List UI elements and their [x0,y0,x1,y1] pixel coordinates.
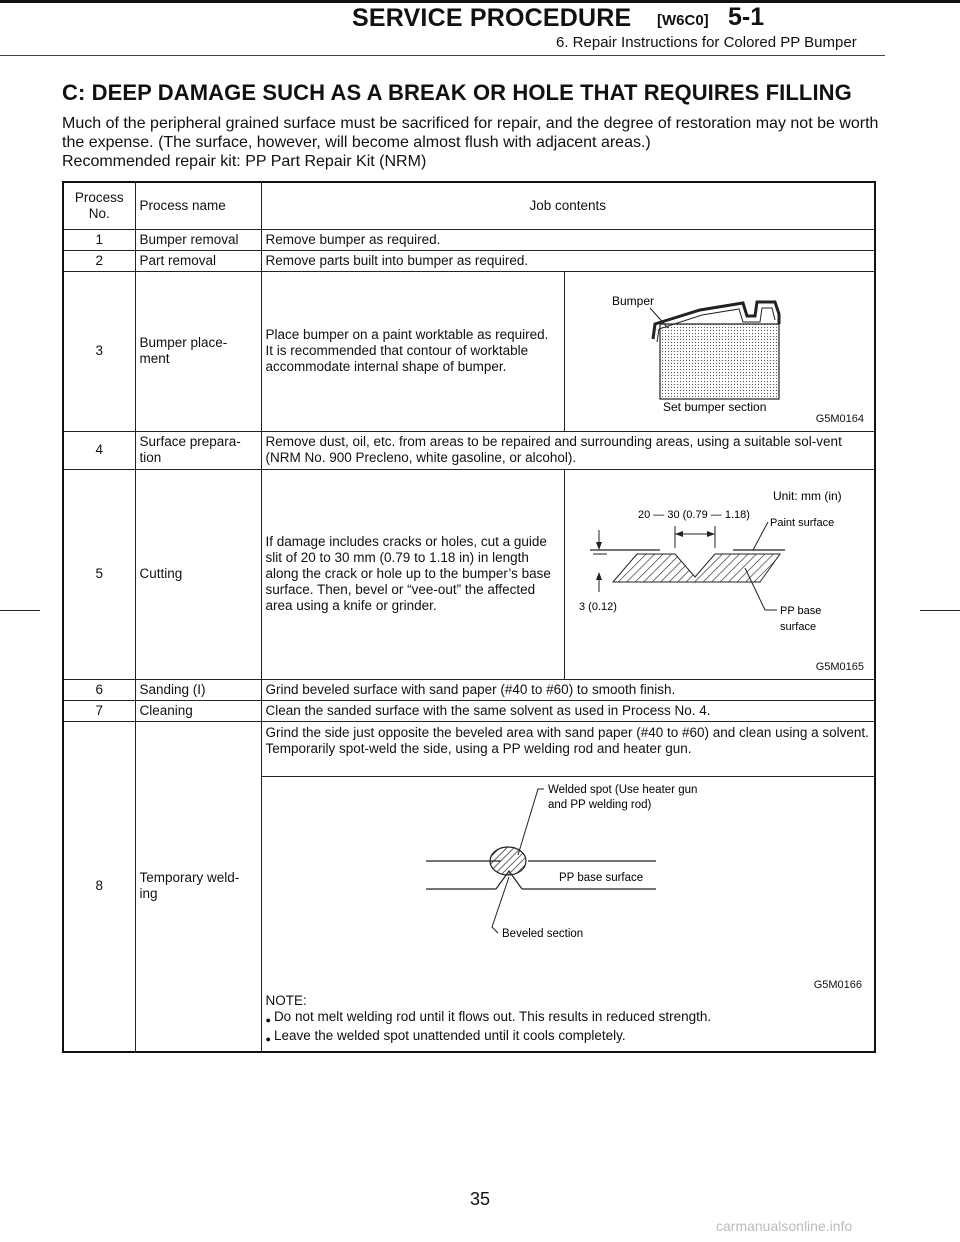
bumper-leader [650,308,668,328]
unit-label: Unit: mm (in) [773,489,842,503]
page-header-subtitle: 6. Repair Instructions for Colored PP Bumper [556,34,857,51]
watermark: carmanualsonline.info [716,1218,853,1234]
process-name: Cutting [135,469,261,679]
pp-base-surface-label: PP base surface [558,871,643,884]
paint-surface-leader [753,522,768,550]
table-row [63,679,875,700]
process-no: 6 [63,679,135,700]
note-text: Do not melt welding rod until it flows out. This results in reduced strength. [273,1008,712,1024]
process-no: 5 [63,469,135,679]
job-contents: Place bumper on a paint worktable as required. It is recommended that contour of worktable accommodate internal shape of bumper. [261,271,565,431]
depth-arrowhead-top [596,542,602,550]
margin-mark-left [0,610,40,611]
table-row [63,721,875,776]
job-contents: Clean the sanded surface with the same solvent as used in Process No. 4. [261,700,875,721]
job-text-grind: Grind the side just opposite the beveled area with sand paper (#40 to #60) and clean using a solvent. [265,724,869,740]
welded-spot-label-1: Welded spot (Use heater gun [547,783,697,796]
page-number: 35 [470,1189,491,1209]
welded-spot-label-2: and PP welding rod) [547,798,651,811]
depth-arrowhead-bottom [596,572,602,580]
note-text: Leave the welded spot unattended until it cools completely. [273,1027,626,1043]
hatched-base-section [613,554,780,582]
job-contents: Remove bumper as required. [261,229,875,250]
figure-cell [565,271,876,431]
page-header-title: SERVICE PROCEDURE [352,4,632,32]
job-contents: If damage includes cracks or holes, cut a guide slit of 20 to 30 mm (0.79 to 1.18 in) in length along the crack or hole up to the bumper’s base surface. Then, bevel or “vee-out” the affected area using a knife or grinder. [261,469,565,679]
dim-arrowhead-right [707,531,715,537]
note-title: NOTE: [265,992,307,1008]
intro-repair-kit: Recommended repair kit: PP Part Repair Kit (NRM) [62,153,427,170]
beveled-section-label: Beveled section [501,927,583,940]
job-contents: Remove dust, oil, etc. from areas to be repaired and surrounding areas, using a suitable sol-vent (NRM No. 900 Precleno, white gasoline, or alcohol). [261,431,875,469]
slit-width-label: 20 — 30 (0.79 — 1.18) [638,509,750,521]
process-no: 1 [63,229,135,250]
page-header-code: [W6C0] [657,12,709,29]
table-row [63,469,875,679]
header-process-name: Process name [135,182,261,229]
table-header-row [63,182,875,229]
figure-code: G5M0164 [815,412,864,425]
section-intro [62,114,882,171]
table-row [63,229,875,250]
bullet-icon: ● [265,1014,271,1025]
process-name: Temporary weld-ing [135,721,261,1052]
weld-figure-cell [261,776,875,1052]
welded-spot [490,847,526,875]
job-contents: Grind beveled surface with sand paper (#40 to #60) to smooth finish. [261,679,875,700]
margin-mark-right [920,610,960,611]
process-name: Part removal [135,250,261,271]
job-text-spot-weld: Temporarily spot-weld the side, using a PP welding rod and heater gun. [265,740,692,756]
pp-base-label-1: PP base [780,605,822,617]
process-name: Surface prepara-tion [135,431,261,469]
dim-arrowhead-left [675,531,683,537]
table-row [63,700,875,721]
process-name: Bumper removal [135,229,261,250]
figure-cell [565,469,876,679]
table-row [63,250,875,271]
note-item [266,1028,871,1047]
job-contents: Remove parts built into bumper as required. [261,250,875,271]
process-no: 4 [63,431,135,469]
cutting-figure [565,482,874,662]
intro-paragraph: Much of the peripheral grained surface must be sacrificed for repair, and the degree of restoration may not be worth the expense. (The surface, however, will become almost flush with adjacent areas.) [62,115,879,151]
depth-label: 3 (0.12) [579,601,617,613]
welded-spot-leader [518,789,544,855]
process-no: 8 [63,721,135,1052]
process-no: 3 [63,271,135,431]
set-bumper-section-label: Set bumper section [663,400,767,414]
table-row [63,431,875,469]
figure-code: G5M0166 [813,978,862,991]
beveled-section-leader [492,877,509,933]
note-item [266,1009,871,1028]
process-no: 2 [63,250,135,271]
worktable-shape [660,324,779,399]
process-no: 7 [63,700,135,721]
bumper-label: Bumper [612,294,655,308]
figure-code: G5M0165 [815,660,864,673]
pp-base-label-2: surface [780,621,817,633]
bumper-section-figure [565,284,874,414]
process-name: Sanding (I) [135,679,261,700]
paint-surface-label: Paint surface [770,517,835,529]
job-contents [261,721,875,776]
header-process-no: Process No. [63,182,135,229]
page-header-chapter: 5-1 [728,3,765,31]
header-rule [0,0,960,3]
table-row [63,271,875,431]
weld-figure [266,777,866,977]
bullet-icon: ● [265,1033,271,1044]
header-job-contents: Job contents [261,182,875,229]
process-name: Cleaning [135,700,261,721]
process-table [62,181,876,1053]
process-name: Bumper place-ment [135,271,261,431]
section-title: C: DEEP DAMAGE SUCH AS A BREAK OR HOLE THAT REQUIRES FILLING [62,80,852,105]
header-underline [0,55,885,56]
